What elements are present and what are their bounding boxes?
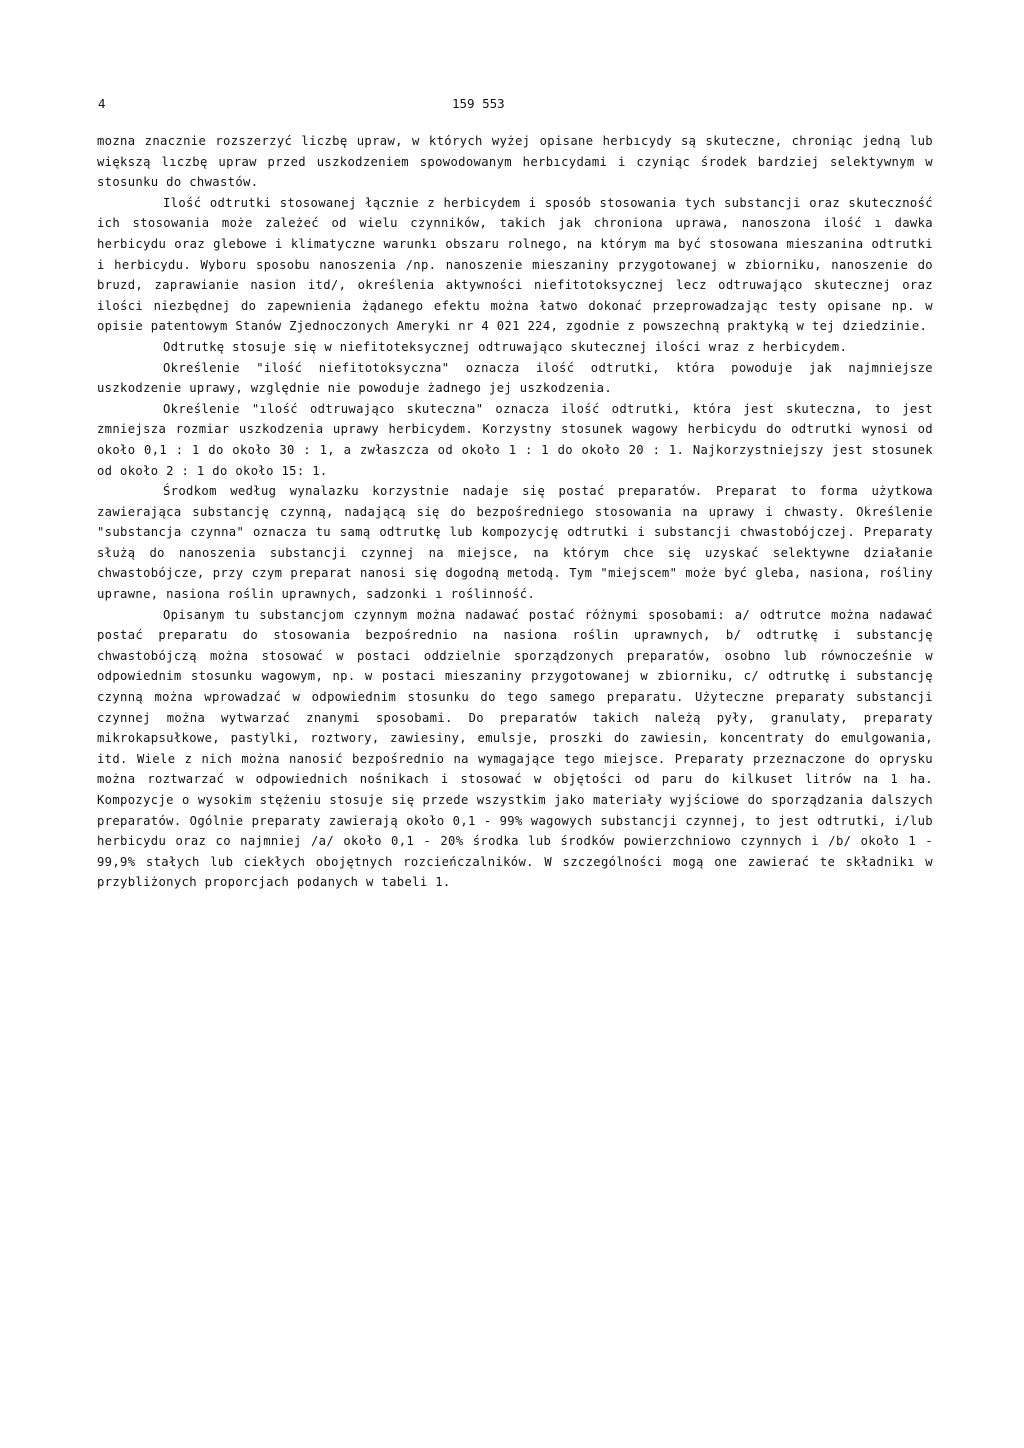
patent-number: 159 553 <box>452 96 505 111</box>
page-header <box>98 96 926 116</box>
paragraph-intro: mozna znacznie rozszerzyć liczbę upraw, w których wyżej opisane herbıcydy są skuteczne, chroniąc jedną lub większą lıczbę upraw przed uszkodzeniem spowodowanym herbıcydami i czyniąc środek bardziej selektywnym w stosunku do chwastów. <box>97 134 933 190</box>
paragraph-antidote-amount: Ilość odtrutki stosowanej łącznie z herbicydem i sposób stosowania tych substancji oraz skuteczność ich stosowania może zależeć od wielu czynników, takich jak chroniona uprawa, nanoszona ilość ı dawka herbicydu oraz glebowe i klimatyczne warunkı obszaru rolnego, na którym ma być stosowana mieszanina odtrutki i herbicydu. Wyboru sposobu nanoszenia /np. nanoszenie mieszaniny przygotowanej w zbiorniku, nanoszenie do bruzd, zaprawianie nasion itd/, określenia aktywności niefitotoksycznej lecz odtruwająco skutecznej oraz ilości niezbędnej do zapewnienia żądanego efektu można łatwo dokonać przeprowadzając testy opisane np. w opisie patentowym Stanów Zjednoczonych Ameryki nr 4 021 224, zgodnie z powszechną praktyką w tej dziedzinie. <box>97 195 933 334</box>
page-number: 4 <box>98 96 106 111</box>
paragraph-formulations: Środkom według wynalazku korzystnie nadaje się postać preparatów. Preparat to forma użytkowa zawierająca substancję czynną, nadającą się do bezpośredniego stosowania na uprawy i chwasty. Określenie "substancja czynna" oznacza tu samą odtrutkę lub kompozycję odtrutki i substancji chwastobójczej. Preparaty służą do nanoszenia substancji czynnej na miejsce, na którym chce się uzyskać selektywne działanie chwastobójcze, przy czym preparat nanosi się dogodną metodą. Tym "miejscem" może być gleba, nasiona, rośliny uprawne, nasiona roślin uprawnych, sadzonki ı roślinność. <box>97 484 933 602</box>
paragraph-nonphytotoxic-definition: Określenie "ilość niefitotoksyczna" oznacza ilość odtrutki, która powoduje jak najmniejsze uszkodzenie uprawy, względnie nie powoduje żadnego jej uszkodzenia. <box>97 360 933 396</box>
document-body <box>97 131 933 893</box>
paragraph-formulation-methods: Opisanym tu substancjom czynnym można nadawać postać różnymi sposobami: a/ odtrutce można nadawać postać preparatu do stosowania bezpośrednio na nasiona roślin uprawnych, b/ odtrutkę i substancję chwastobójczą można stosować w postaci oddzielnie sporządzonych preparatów, osobno lub równocześnie w odpowiednim stosunku wagowym, np. w postaci mieszaniny przygotowanej w zbiorniku, c/ odtrutkę i substancję czynną można wprowadzać w odpowiednim stosunku do tego samego preparatu. Użyteczne preparaty substancji czynnej można wytwarzać znanymi sposobami. Do preparatów takich należą pyły, granulaty, preparaty mikrokapsułkowe, pastylki, roztwory, zawiesiny, emulsje, proszki do zawiesin, koncentraty do emulgowania, itd. Wiele z nich można nanosić bezpośrednio na wymagające tego miejsce. Preparaty przeznaczone do oprysku można roztwarzać w odpowiednich nośnikach i stosować w objętości od paru do kilkuset litrów na 1 ha. Kompozycje o wysokim stężeniu stosuje się przede wszystkim jako materiały wyjściowe do sporządzania dalszych preparatów. Ogólnie preparaty zawierają około 0,1 - 99% wagowych substancji czynnej, to jest odtrutki, i/lub herbicydu oraz co najmniej /a/ około 0,1 - 20% środka lub środków powierzchniowo czynnych i /b/ około 1 - 99,9% stałych lub ciekłych obojętnych rozcieńczalników. W szczególności mogą one zawierać te składnikı w przybliżonych proporcjach podanych w tabeli 1. <box>97 607 933 890</box>
paragraph-antidote-use: Odtrutkę stosuje się w niefitoteksycznej odtruwająco skutecznej ilości wraz z herbicydem. <box>163 339 848 354</box>
paragraph-effective-amount-definition: Określenie "ılość odtruwająco skuteczna" oznacza ilość odtrutki, która jest skuteczna, to jest zmniejsza rozmiar uszkodzenia uprawy herbicydem. Korzystny stosunek wagowy herbicydu do odtrutki wynosi od około 0,1 : 1 do około 30 : 1, a zwłaszcza od około 1 : 1 do około 20 : 1. Najkorzystniejszy jest stosunek od około 2 : 1 do około 15: 1. <box>97 401 933 478</box>
